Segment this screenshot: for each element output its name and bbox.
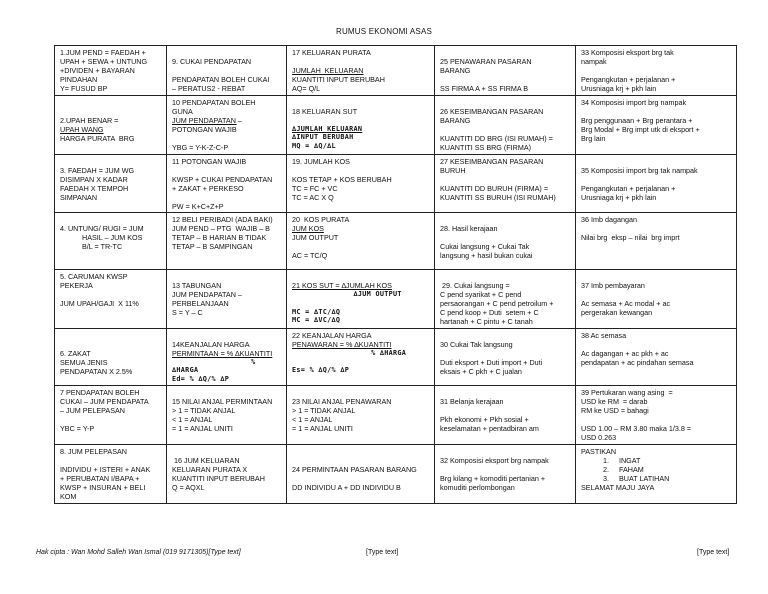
formula-line: C pend syarikat + C pend xyxy=(440,290,522,300)
formula-line xyxy=(440,125,572,134)
formula-line: 15 NILAI ANJAL PERMINTAAN xyxy=(172,397,273,407)
formula-line: USD ke RM = darab xyxy=(581,397,648,407)
formula-line: – JUM PELEPASAN xyxy=(60,406,125,416)
formula-line: Cukai langsung + Cukai Tak xyxy=(440,242,530,252)
formula-line xyxy=(440,447,572,456)
formula-cell xyxy=(287,213,435,270)
formula-line: 34 Komposisi import brg nampak xyxy=(581,97,687,107)
formula-cell xyxy=(287,270,435,329)
formula-line: TC = FC + VC xyxy=(292,183,338,193)
formula-line: PENAWARAN = % ∆KUANTITI xyxy=(292,339,392,349)
formula-line: AC = TC/Q xyxy=(292,251,328,261)
formula-line: < 1 = ANJAL xyxy=(292,415,333,425)
formula-line xyxy=(172,331,283,340)
formula-line: Brg Modal + Brg impt utk di eksport + xyxy=(581,124,700,134)
formula-line xyxy=(581,66,733,75)
formula-line: hartanah + C pintu + C tanah xyxy=(440,317,533,327)
formula-line: HASIL – JUM KOS xyxy=(82,233,143,243)
formula-cell xyxy=(576,154,737,213)
formula-line: Urusniaga krj + pkh lain xyxy=(581,192,657,202)
table-row xyxy=(55,154,737,213)
formula-line: 31 Belanja kerajaan xyxy=(440,397,504,407)
formula-line: 16 JUM KELUARAN xyxy=(172,456,240,466)
formula-line: Pengangkutan + perjalanan + xyxy=(581,75,676,84)
formula-line: MC = ∆VC/∆Q xyxy=(292,316,341,325)
formula-line xyxy=(292,98,431,107)
formula-line: +DIVIDEN + BAYARAN xyxy=(60,66,135,75)
formula-line: HARGA PURATA BRG xyxy=(60,133,135,143)
formula-cell xyxy=(435,95,576,154)
formula-line: Q = AQXL xyxy=(172,483,205,493)
formula-line xyxy=(581,290,733,299)
formula-line: 28. Hasil kerajaan xyxy=(440,224,498,234)
formula-line: 14KEANJALAN HARGA xyxy=(172,339,250,349)
formula-line: langsung + hasil bukan cukai xyxy=(440,251,533,261)
formula-line xyxy=(292,116,431,125)
formula-line: PENDAPATAN BOLEH CUKAI xyxy=(172,75,270,84)
formula-line xyxy=(292,299,431,308)
formula-line xyxy=(440,406,572,415)
formula-table xyxy=(54,45,737,504)
formula-line: CUKAI – JUM PENDAPATA xyxy=(60,397,149,407)
formula-line: Ac semasa + Ac modal + ac xyxy=(581,299,671,309)
formula-line: 37 Imb pembayaran xyxy=(581,281,645,291)
formula-cell xyxy=(435,46,576,96)
formula-line: SS FIRMA A + SS FIRMA B xyxy=(440,84,529,93)
formula-line: persaorangan + C pend petroilum + xyxy=(440,299,554,309)
formula-line: KOS TETAP + KOS BERUBAH xyxy=(292,174,392,184)
formula-cell xyxy=(435,445,576,504)
copyright-footer: Hak cipta : Wan Mohd Salleh Wan Ismal (019 9171305)[Type text] xyxy=(36,549,241,556)
formula-line: BURUH xyxy=(440,165,466,175)
formula-line: eksais + C pkh + C jualan xyxy=(440,366,522,376)
formula-line xyxy=(581,415,733,424)
formula-cell xyxy=(576,328,737,385)
formula-line xyxy=(292,447,431,456)
formula-line xyxy=(172,193,283,202)
formula-line: PERMINTAAN = % ∆KUANTITI xyxy=(172,348,273,358)
formula-cell xyxy=(287,46,435,96)
formula-line: ∆JUM OUTPUT xyxy=(292,290,402,299)
table-row xyxy=(55,328,737,385)
formula-line: Nilai brg eksp – nilai brg imprt xyxy=(581,233,680,243)
formula-line xyxy=(292,57,431,66)
formula-line: 18 KELUARAN SUT xyxy=(292,106,358,116)
table-row xyxy=(55,270,737,329)
formula-line: Duti eksport + Duti import + Duti xyxy=(440,357,543,367)
formula-line xyxy=(60,215,163,224)
formula-line: 33 Komposisi eksport brg tak xyxy=(581,48,674,57)
formula-cell xyxy=(167,46,287,96)
formula-line xyxy=(172,272,283,281)
formula-cell xyxy=(167,154,287,213)
formula-line: Brg lain xyxy=(581,133,606,143)
formula-line: + ZAKAT + PERKESO xyxy=(172,183,244,193)
table-row xyxy=(55,95,737,154)
formula-line: UPAH + SEWA + UNTUNG xyxy=(60,57,148,66)
formula-line: JUM PEND – PTG WAJIB – B xyxy=(172,224,270,234)
formula-line: JUMLAH KELUARAN xyxy=(292,66,364,75)
formula-cell xyxy=(55,328,167,385)
formula-line: JUM OUTPUT xyxy=(292,233,339,243)
formula-line: + PERUBATAN I/BAPA + xyxy=(60,474,140,484)
formula-line xyxy=(581,107,733,116)
formula-line: nampak xyxy=(581,57,607,66)
formula-line xyxy=(172,66,283,75)
formula-line: Ac dagangan + ac pkh + ac xyxy=(581,348,669,358)
formula-line: USD 1.00 – RM 3.80 maka 1/3.8 = xyxy=(581,424,692,434)
formula-line xyxy=(172,48,283,57)
formula-line: komuditi perlombongan xyxy=(440,483,515,493)
formula-line: KWSP + INSURAN + BELI xyxy=(60,483,146,493)
formula-line xyxy=(581,272,733,281)
formula-line: MC = ∆TC/∆Q xyxy=(292,307,341,316)
formula-line xyxy=(292,272,431,281)
formula-line xyxy=(440,233,572,242)
formula-line: Pengangkutan + perjalanan + xyxy=(581,183,676,193)
footer-placeholder-right[interactable]: [Type text] xyxy=(697,549,730,556)
formula-cell xyxy=(167,386,287,445)
formula-line: – PERATUS2 - REBAT xyxy=(172,84,246,93)
formula-line: KWSP + CUKAI PENDAPATAN xyxy=(172,174,273,184)
formula-line xyxy=(172,447,283,456)
formula-line: KUANTITI SS BRG (FIRMA) xyxy=(440,142,532,152)
formula-line: AQ= Q/L xyxy=(292,84,321,93)
formula-line: 30 Cukai Tak langsung xyxy=(440,339,513,349)
formula-cell xyxy=(287,445,435,504)
formula-line: TC = AC X Q xyxy=(292,192,334,202)
formula-line: KOM xyxy=(60,492,77,502)
formula-line: < 1 = ANJAL xyxy=(172,415,213,425)
formula-line: 20 KOS PURATA xyxy=(292,215,350,225)
formula-line: YBC = Y-P xyxy=(60,424,95,434)
formula-line: KUANTITI INPUT BERUBAH xyxy=(172,474,265,484)
formula-line xyxy=(60,340,163,349)
formula-cell xyxy=(55,154,167,213)
formula-line: BARANG xyxy=(440,115,471,125)
formula-line: Brg kilang + komoditi pertanian + xyxy=(440,474,546,484)
table-row xyxy=(55,213,737,270)
formula-line: USD 0.263 xyxy=(581,433,617,443)
formula-line: KELUARAN PURATA X xyxy=(172,465,248,475)
formula-line: 17 KELUARAN PURATA xyxy=(292,48,371,57)
formula-line: UPAH WANG xyxy=(60,124,104,134)
formula-cell xyxy=(167,270,287,329)
formula-line: 1.JUM PEND = FAEDAH + xyxy=(60,48,146,57)
formula-line: ∆INPUT BERUBAH xyxy=(292,133,354,142)
formula-line xyxy=(440,465,572,474)
formula-line: 21 KOS SUT = ∆JUMLAH KOS xyxy=(292,281,392,291)
formula-line: KUANTITI DD BURUH (FIRMA) = xyxy=(440,183,549,193)
formula-line: FAEDAH X TEMPOH xyxy=(60,183,129,193)
formula-line: 3. BUAT LATIHAN xyxy=(603,474,670,484)
formula-line xyxy=(60,415,163,424)
formula-line xyxy=(292,456,431,465)
formula-line: pendapatan + ac pindahan semasa xyxy=(581,357,694,367)
formula-line: 2. FAHAM xyxy=(603,465,644,475)
formula-cell xyxy=(435,213,576,270)
formula-line: JUM KOS xyxy=(292,224,324,234)
formula-line: Urusniaga krj + pkh lain xyxy=(581,84,657,93)
formula-line xyxy=(440,215,572,224)
formula-line: 1. INGAT xyxy=(603,456,641,466)
formula-line xyxy=(60,456,163,465)
formula-cell xyxy=(435,270,576,329)
formula-cell xyxy=(576,270,737,329)
formula-line xyxy=(292,242,431,251)
formula-line: 38 Ac semasa xyxy=(581,330,627,340)
formula-line: 11 POTONGAN WAJIB xyxy=(172,156,247,166)
formula-line: 2.UPAH BENAR = xyxy=(60,115,119,125)
formula-cell xyxy=(55,270,167,329)
formula-line: MQ = ∆Q/∆L xyxy=(292,141,336,150)
table-row xyxy=(55,386,737,445)
formula-line xyxy=(172,134,283,143)
formula-cell xyxy=(167,213,287,270)
formula-line: 32 Komposisi eksport brg nampak xyxy=(440,456,549,466)
formula-line xyxy=(292,388,431,397)
formula-line: 7 PENDAPATAN BOLEH xyxy=(60,388,140,398)
formula-line: 19. JUMLAH KOS xyxy=(292,156,350,166)
formula-line xyxy=(581,157,733,166)
formula-line: DISIMPAN X KADAR xyxy=(60,174,128,184)
formula-line xyxy=(440,75,572,84)
footer-placeholder-middle[interactable]: [Type text] xyxy=(366,549,399,556)
formula-line: 23 NILAI ANJAL PENAWARAN xyxy=(292,397,392,407)
formula-line: SELAMAT MAJU JAYA xyxy=(581,483,655,493)
formula-line: PASTIKAN xyxy=(581,447,617,457)
document-title: RUMUS EKONOMI ASAS xyxy=(335,27,433,36)
formula-line: PINDAHAN xyxy=(60,75,98,84)
formula-cell xyxy=(55,46,167,96)
formula-line xyxy=(60,98,163,107)
formula-cell xyxy=(576,213,737,270)
formula-line: SIMPANAN xyxy=(60,192,98,202)
formula-line: KUANTITI DD BRG (ISI RUMAH) = xyxy=(440,133,553,143)
formula-line: 13 TABUNGAN xyxy=(172,281,222,291)
formula-line: TETAP – B HARIAN B TIDAK xyxy=(172,233,267,243)
formula-line: YBG = Y-K-Z-C-P xyxy=(172,142,229,152)
formula-line: INDIVIDU + ISTERI + ANAK xyxy=(60,465,151,475)
formula-line: Ed= % ∆Q/% ∆P xyxy=(172,374,230,383)
formula-line xyxy=(172,166,283,175)
formula-line xyxy=(440,349,572,358)
formula-line: 25 PENAWARAN PASARAN xyxy=(440,57,532,66)
formula-line: 3. FAEDAH = JUM WG xyxy=(60,165,135,175)
formula-cell xyxy=(55,95,167,154)
formula-table-body xyxy=(55,46,737,504)
formula-line xyxy=(440,48,572,57)
formula-cell xyxy=(576,445,737,504)
formula-cell xyxy=(167,328,287,385)
formula-line: 27 KESEIMBANGAN PASARAN xyxy=(440,156,544,166)
formula-cell xyxy=(287,154,435,213)
formula-cell xyxy=(55,386,167,445)
formula-line: 26 KESEIMBANGAN PASARAN xyxy=(440,106,544,116)
formula-line: 12 BELI PERIBADI (ADA BAKI) xyxy=(172,215,273,225)
formula-cell xyxy=(55,213,167,270)
formula-cell xyxy=(287,386,435,445)
formula-line: Brg penggunaan + Brg perantara + xyxy=(581,115,693,125)
formula-line: > 1 = TIDAK ANJAL xyxy=(292,406,356,416)
formula-cell xyxy=(435,154,576,213)
formula-cell xyxy=(167,445,287,504)
formula-line: POTONGAN WAJIB xyxy=(172,124,237,134)
table-row xyxy=(55,46,737,96)
formula-line xyxy=(60,331,163,340)
formula-line xyxy=(440,388,572,397)
formula-line: % ∆HARGA xyxy=(292,348,407,357)
formula-line xyxy=(60,157,163,166)
formula-line: GUNA xyxy=(172,106,193,116)
formula-line xyxy=(440,331,572,340)
formula-line: 29. Cukai langsung = xyxy=(440,281,510,291)
formula-line: 8. JUM PELEPASAN xyxy=(60,447,127,457)
formula-line xyxy=(292,357,431,366)
formula-cell xyxy=(55,445,167,504)
formula-line xyxy=(581,224,733,233)
formula-line xyxy=(292,166,431,175)
formula-cell xyxy=(435,386,576,445)
formula-line: KUANTITI INPUT BERUBAH xyxy=(292,75,385,84)
formula-cell xyxy=(576,95,737,154)
formula-line: TETAP – B SAMPINGAN xyxy=(172,242,253,252)
formula-line: keselamatan + pentadbiran am xyxy=(440,424,539,434)
formula-cell xyxy=(287,328,435,385)
formula-line: B/L = TR-TC xyxy=(82,242,123,252)
formula-cell xyxy=(287,95,435,154)
formula-line: PEKERJA xyxy=(60,281,93,291)
formula-line: S = Y – C xyxy=(172,308,203,318)
formula-line xyxy=(440,272,572,281)
formula-line: KUANTITI SS BURUH (ISI RUMAH) xyxy=(440,192,556,202)
formula-cell xyxy=(435,328,576,385)
formula-line: Pkh ekonomi + Pkh sosial + xyxy=(440,415,529,425)
formula-cell xyxy=(576,386,737,445)
formula-line: 6. ZAKAT xyxy=(60,348,91,358)
formula-line: JUM PENDAPATAN – xyxy=(172,115,242,125)
formula-line: SEMUA JENIS xyxy=(60,357,108,367)
formula-line: BARANG xyxy=(440,66,471,75)
formula-line: PENDAPATAN X 2.5% xyxy=(60,366,133,376)
formula-line: > 1 = TIDAK ANJAL xyxy=(172,406,236,416)
formula-line: JUM PENDAPATAN – xyxy=(172,290,242,300)
formula-line: = 1 = ANJAL UNITI xyxy=(292,424,353,434)
formula-line: PERBELANJAAN xyxy=(172,299,229,309)
formula-line xyxy=(292,474,431,483)
formula-line xyxy=(172,388,283,397)
formula-line: 36 Imb dagangan xyxy=(581,215,637,225)
formula-line: 39 Pertukaran wang asing = xyxy=(581,388,673,398)
formula-cell xyxy=(167,95,287,154)
formula-line xyxy=(581,340,733,349)
formula-line: 24 PERMINTAAN PASARAN BARANG xyxy=(292,465,417,475)
formula-line: 22 KEANJALAN HARGA xyxy=(292,330,372,340)
formula-line: 10 PENDAPATAN BOLEH xyxy=(172,97,256,107)
formula-line: JUM UPAH/GAJI X 11% xyxy=(60,299,139,309)
formula-line: = 1 = ANJAL UNITI xyxy=(172,424,233,434)
formula-line: pergerakan kewangan xyxy=(581,308,653,318)
formula-line: 35 Komposisi import brg tak nampak xyxy=(581,165,698,175)
formula-line xyxy=(440,98,572,107)
formula-line: Es= % ∆Q/% ∆P xyxy=(292,366,350,375)
formula-line xyxy=(60,290,163,299)
formula-line: 5. CARUMAN KWSP xyxy=(60,272,128,282)
formula-line xyxy=(440,175,572,184)
table-row xyxy=(55,445,737,504)
formula-line: DD INDIVIDU A + DD INDIVIDU B xyxy=(292,483,401,493)
formula-cell xyxy=(576,46,737,96)
formula-line: % ∆HARGA xyxy=(172,357,260,375)
formula-line xyxy=(60,107,163,116)
formula-line: Y= FUSUD BP xyxy=(60,84,108,93)
formula-line: ∆JUMLAH KELUARAN xyxy=(292,124,363,133)
formula-line: RM ke USD = bahagi xyxy=(581,406,649,416)
formula-line: PW = K+C+Z+P xyxy=(172,201,224,211)
formula-line xyxy=(581,175,733,184)
formula-line: 9. CUKAI PENDAPATAN xyxy=(172,57,252,66)
formula-line: C pend koop + Duti setem + C xyxy=(440,308,539,318)
formula-line: 4. UNTUNG/ RUGI = JUM xyxy=(60,224,144,234)
